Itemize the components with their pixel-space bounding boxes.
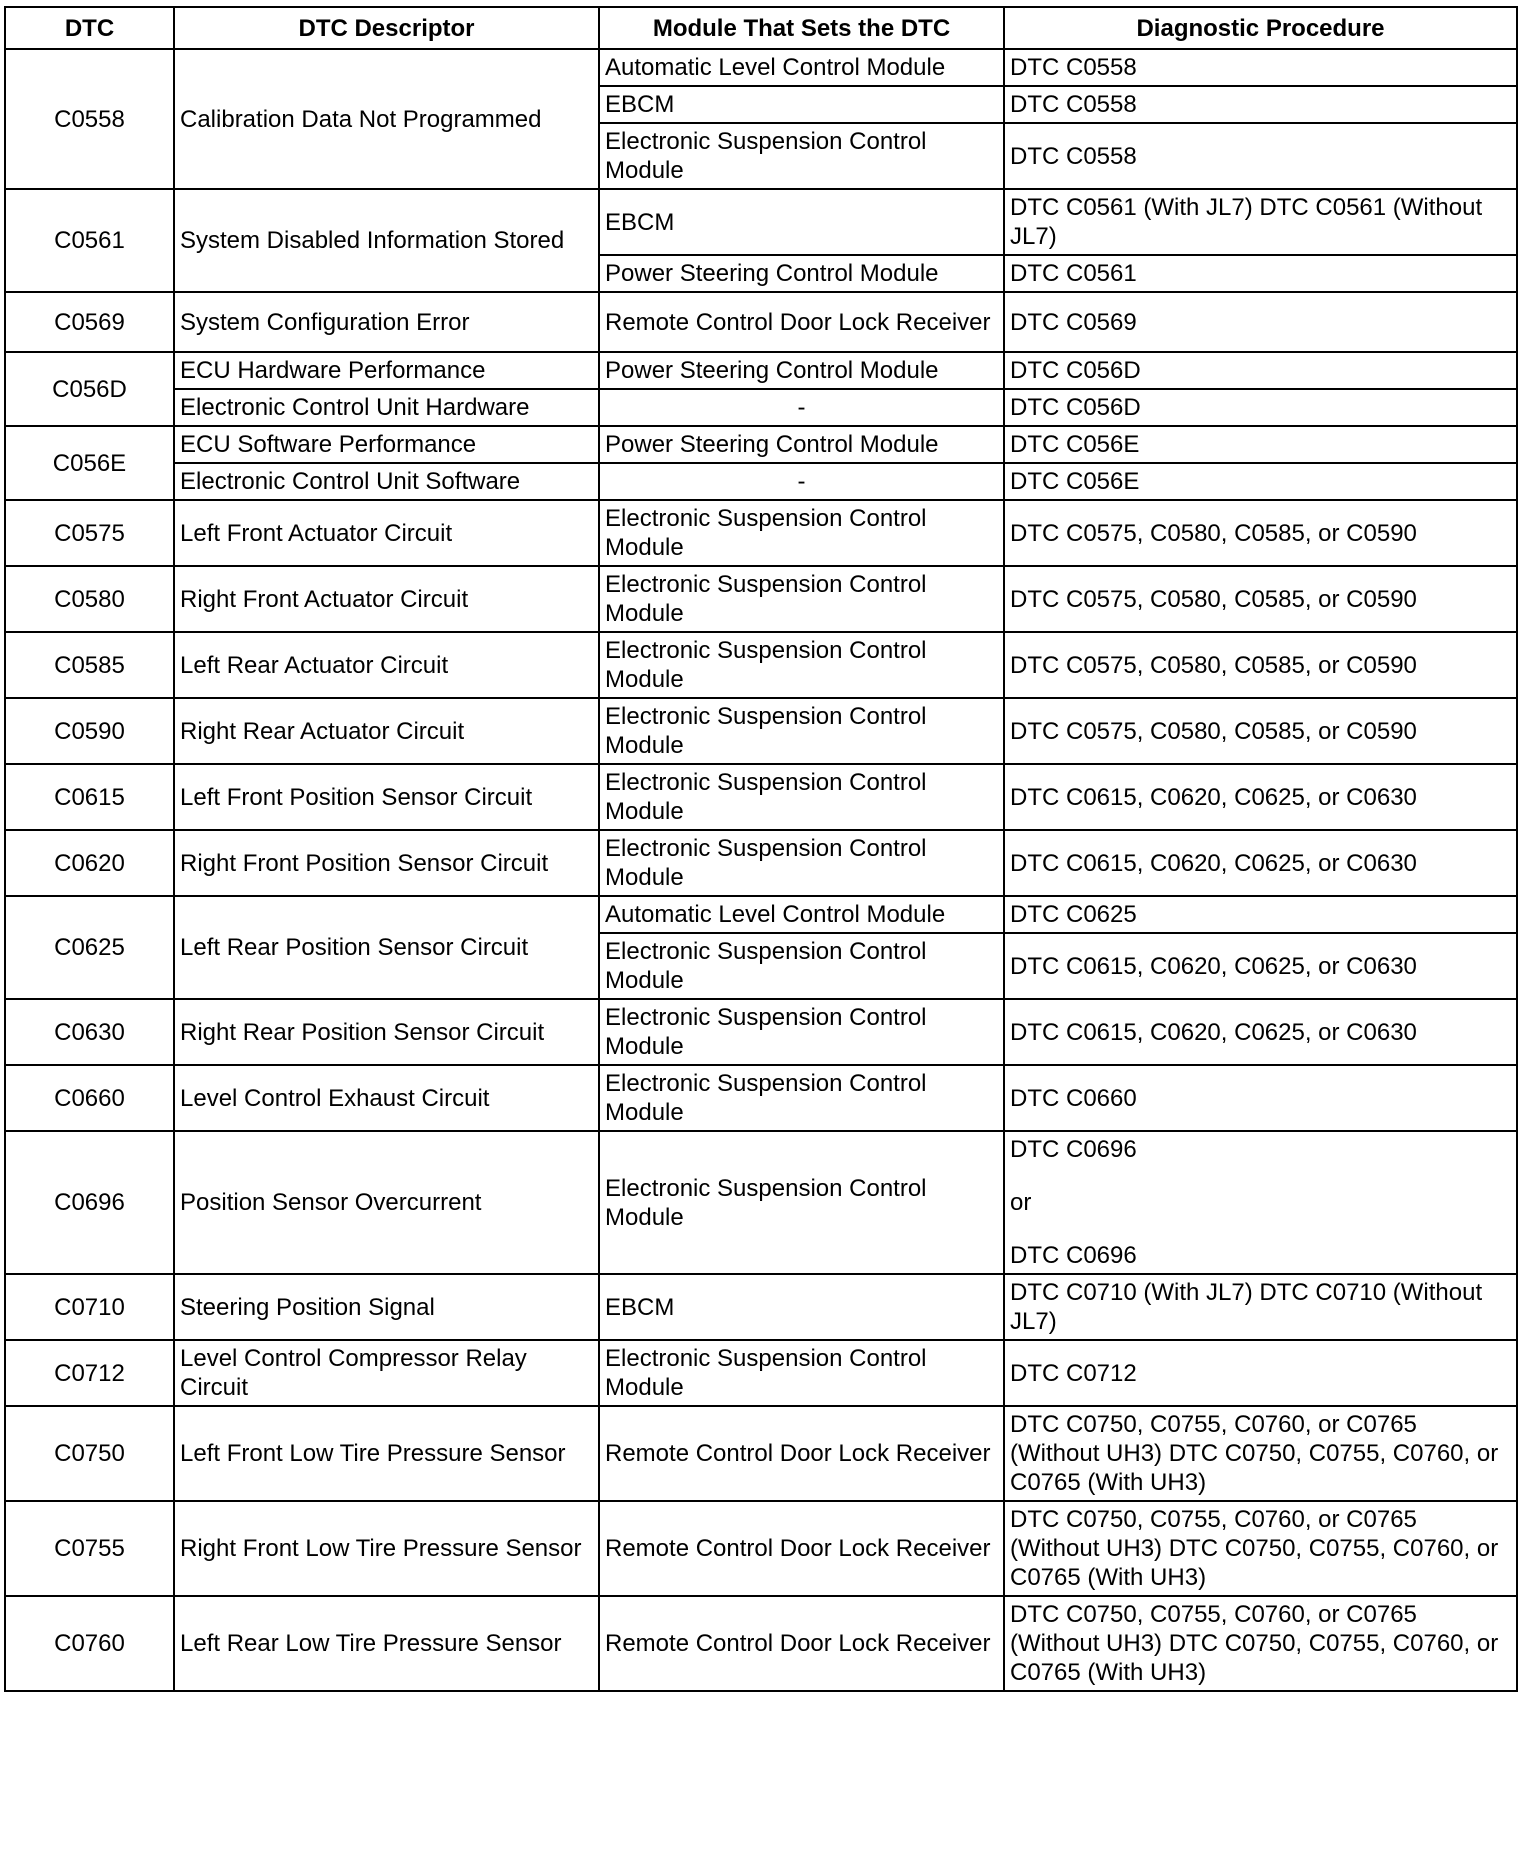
- table-row: [5, 896, 1517, 933]
- header-dtc: DTC: [5, 7, 174, 49]
- dtc-code-cell: C0625: [5, 896, 174, 999]
- procedure-cell: DTC C0561: [1004, 255, 1517, 292]
- dtc-code-cell: C0615: [5, 764, 174, 830]
- module-cell: EBCM: [599, 1274, 1004, 1340]
- module-cell: Power Steering Control Module: [599, 426, 1004, 463]
- dtc-code-cell: C0620: [5, 830, 174, 896]
- procedure-cell: DTC C056D: [1004, 389, 1517, 426]
- dtc-descriptor-cell: System Disabled Information Stored: [174, 189, 599, 292]
- dtc-descriptor-cell: ECU Hardware Performance: [174, 352, 599, 389]
- module-cell: Power Steering Control Module: [599, 352, 1004, 389]
- dtc-descriptor-cell: Steering Position Signal: [174, 1274, 599, 1340]
- module-cell: Electronic Suspension Control Module: [599, 500, 1004, 566]
- dtc-descriptor-cell: System Configuration Error: [174, 292, 599, 352]
- module-cell: Remote Control Door Lock Receiver: [599, 1501, 1004, 1596]
- dtc-descriptor-cell: Left Front Actuator Circuit: [174, 500, 599, 566]
- header-row: [5, 7, 1517, 49]
- procedure-cell: DTC C0615, C0620, C0625, or C0630: [1004, 764, 1517, 830]
- line-gap: [1010, 1217, 1511, 1241]
- dtc-code-cell: C0575: [5, 500, 174, 566]
- table-row: [5, 1596, 1517, 1691]
- module-cell: Remote Control Door Lock Receiver: [599, 292, 1004, 352]
- module-cell: Electronic Suspension Control Module: [599, 764, 1004, 830]
- dtc-code-cell: C056E: [5, 426, 174, 500]
- module-cell: Electronic Suspension Control Module: [599, 933, 1004, 999]
- header-descriptor: DTC Descriptor: [174, 7, 599, 49]
- dtc-table: [4, 6, 1518, 1692]
- dtc-descriptor-cell: Right Front Low Tire Pressure Sensor: [174, 1501, 599, 1596]
- procedure-cell: DTC C0710 (With JL7) DTC C0710 (Without JL7): [1004, 1274, 1517, 1340]
- dtc-descriptor-cell: Left Front Low Tire Pressure Sensor: [174, 1406, 599, 1501]
- procedure-cell: DTC C0615, C0620, C0625, or C0630: [1004, 999, 1517, 1065]
- header-module: Module That Sets the DTC: [599, 7, 1004, 49]
- table-row: [5, 566, 1517, 632]
- procedure-cell: DTC C0575, C0580, C0585, or C0590: [1004, 698, 1517, 764]
- table-row: [5, 500, 1517, 566]
- dtc-code-cell: C0590: [5, 698, 174, 764]
- module-cell: Power Steering Control Module: [599, 255, 1004, 292]
- table-row: [5, 426, 1517, 463]
- table-row: [5, 764, 1517, 830]
- procedure-cell: DTC C0558: [1004, 123, 1517, 189]
- table-row: [5, 1501, 1517, 1596]
- table-row: [5, 698, 1517, 764]
- dtc-code-cell: C0696: [5, 1131, 174, 1274]
- procedure-cell: DTC C0575, C0580, C0585, or C0590: [1004, 500, 1517, 566]
- table-row: [5, 1065, 1517, 1131]
- dtc-descriptor-cell: Left Rear Position Sensor Circuit: [174, 896, 599, 999]
- dtc-descriptor-cell: Right Front Actuator Circuit: [174, 566, 599, 632]
- module-cell: Electronic Suspension Control Module: [599, 1065, 1004, 1131]
- module-cell: Electronic Suspension Control Module: [599, 632, 1004, 698]
- table-row: [5, 999, 1517, 1065]
- procedure-cell: DTC C0561 (With JL7) DTC C0561 (Without JL7): [1004, 189, 1517, 255]
- procedure-cell: DTC C0558: [1004, 86, 1517, 123]
- table-row: [5, 352, 1517, 389]
- dtc-descriptor-cell: Left Rear Actuator Circuit: [174, 632, 599, 698]
- dtc-descriptor-cell: Right Front Position Sensor Circuit: [174, 830, 599, 896]
- procedure-cell: DTC C0615, C0620, C0625, or C0630: [1004, 933, 1517, 999]
- procedure-cell: DTC C0575, C0580, C0585, or C0590: [1004, 632, 1517, 698]
- procedure-cell: DTC C056E: [1004, 426, 1517, 463]
- dtc-code-cell: C056D: [5, 352, 174, 426]
- module-cell: Electronic Suspension Control Module: [599, 1340, 1004, 1406]
- module-cell: -: [599, 463, 1004, 500]
- procedure-cell: DTC C0750, C0755, C0760, or C0765 (Without UH3) DTC C0750, C0755, C0760, or C0765 (With UH3): [1004, 1406, 1517, 1501]
- procedure-cell: [1004, 1131, 1517, 1274]
- procedure-cell: DTC C0750, C0755, C0760, or C0765 (Without UH3) DTC C0750, C0755, C0760, or C0765 (With UH3): [1004, 1596, 1517, 1691]
- procedure-cell: DTC C056D: [1004, 352, 1517, 389]
- dtc-code-cell: C0569: [5, 292, 174, 352]
- header-procedure: Diagnostic Procedure: [1004, 7, 1517, 49]
- procedure-line: DTC C0696: [1010, 1242, 1137, 1269]
- dtc-descriptor-cell: Calibration Data Not Programmed: [174, 49, 599, 189]
- dtc-descriptor-cell: Left Front Position Sensor Circuit: [174, 764, 599, 830]
- table-row: [5, 1274, 1517, 1340]
- module-cell: Remote Control Door Lock Receiver: [599, 1596, 1004, 1691]
- dtc-code-cell: C0750: [5, 1406, 174, 1501]
- table-row: [5, 632, 1517, 698]
- module-cell: Automatic Level Control Module: [599, 896, 1004, 933]
- dtc-descriptor-cell: Position Sensor Overcurrent: [174, 1131, 599, 1274]
- procedure-cell: DTC C0575, C0580, C0585, or C0590: [1004, 566, 1517, 632]
- table-row: [5, 1406, 1517, 1501]
- procedure-cell: DTC C056E: [1004, 463, 1517, 500]
- dtc-code-cell: C0660: [5, 1065, 174, 1131]
- dtc-descriptor-cell: Level Control Compressor Relay Circuit: [174, 1340, 599, 1406]
- procedure-cell: DTC C0569: [1004, 292, 1517, 352]
- module-cell: Electronic Suspension Control Module: [599, 123, 1004, 189]
- dtc-descriptor-cell: Electronic Control Unit Software: [174, 463, 599, 500]
- table-row: [5, 463, 1517, 500]
- table-body: [5, 49, 1517, 1691]
- table-row: [5, 830, 1517, 896]
- dtc-code-cell: C0712: [5, 1340, 174, 1406]
- table-row: [5, 292, 1517, 352]
- dtc-descriptor-cell: Right Rear Actuator Circuit: [174, 698, 599, 764]
- line-gap: [1010, 1164, 1511, 1188]
- procedure-line: DTC C0696: [1010, 1136, 1137, 1163]
- module-cell: Electronic Suspension Control Module: [599, 566, 1004, 632]
- module-cell: Electronic Suspension Control Module: [599, 999, 1004, 1065]
- module-cell: Automatic Level Control Module: [599, 49, 1004, 86]
- dtc-descriptor-cell: Electronic Control Unit Hardware: [174, 389, 599, 426]
- dtc-descriptor-cell: ECU Software Performance: [174, 426, 599, 463]
- module-cell: EBCM: [599, 189, 1004, 255]
- dtc-code-cell: C0580: [5, 566, 174, 632]
- dtc-descriptor-cell: Level Control Exhaust Circuit: [174, 1065, 599, 1131]
- table-row: [5, 189, 1517, 255]
- dtc-code-cell: C0630: [5, 999, 174, 1065]
- procedure-cell: DTC C0712: [1004, 1340, 1517, 1406]
- module-cell: -: [599, 389, 1004, 426]
- table-row: [5, 1340, 1517, 1406]
- table-row: [5, 49, 1517, 86]
- dtc-code-cell: C0755: [5, 1501, 174, 1596]
- table-row: [5, 1131, 1517, 1274]
- dtc-code-cell: C0760: [5, 1596, 174, 1691]
- dtc-code-cell: C0561: [5, 189, 174, 292]
- dtc-descriptor-cell: Left Rear Low Tire Pressure Sensor: [174, 1596, 599, 1691]
- table-row: [5, 389, 1517, 426]
- table-header: [5, 7, 1517, 49]
- dtc-code-cell: C0710: [5, 1274, 174, 1340]
- procedure-cell: DTC C0558: [1004, 49, 1517, 86]
- procedure-cell: DTC C0615, C0620, C0625, or C0630: [1004, 830, 1517, 896]
- dtc-code-cell: C0585: [5, 632, 174, 698]
- procedure-line: or: [1010, 1189, 1032, 1216]
- module-cell: Electronic Suspension Control Module: [599, 698, 1004, 764]
- procedure-cell: DTC C0660: [1004, 1065, 1517, 1131]
- procedure-cell: DTC C0625: [1004, 896, 1517, 933]
- module-cell: Remote Control Door Lock Receiver: [599, 1406, 1004, 1501]
- dtc-descriptor-cell: Right Rear Position Sensor Circuit: [174, 999, 599, 1065]
- module-cell: EBCM: [599, 86, 1004, 123]
- module-cell: Electronic Suspension Control Module: [599, 830, 1004, 896]
- module-cell: Electronic Suspension Control Module: [599, 1131, 1004, 1274]
- dtc-code-cell: C0558: [5, 49, 174, 189]
- procedure-cell: DTC C0750, C0755, C0760, or C0765 (Without UH3) DTC C0750, C0755, C0760, or C0765 (With UH3): [1004, 1501, 1517, 1596]
